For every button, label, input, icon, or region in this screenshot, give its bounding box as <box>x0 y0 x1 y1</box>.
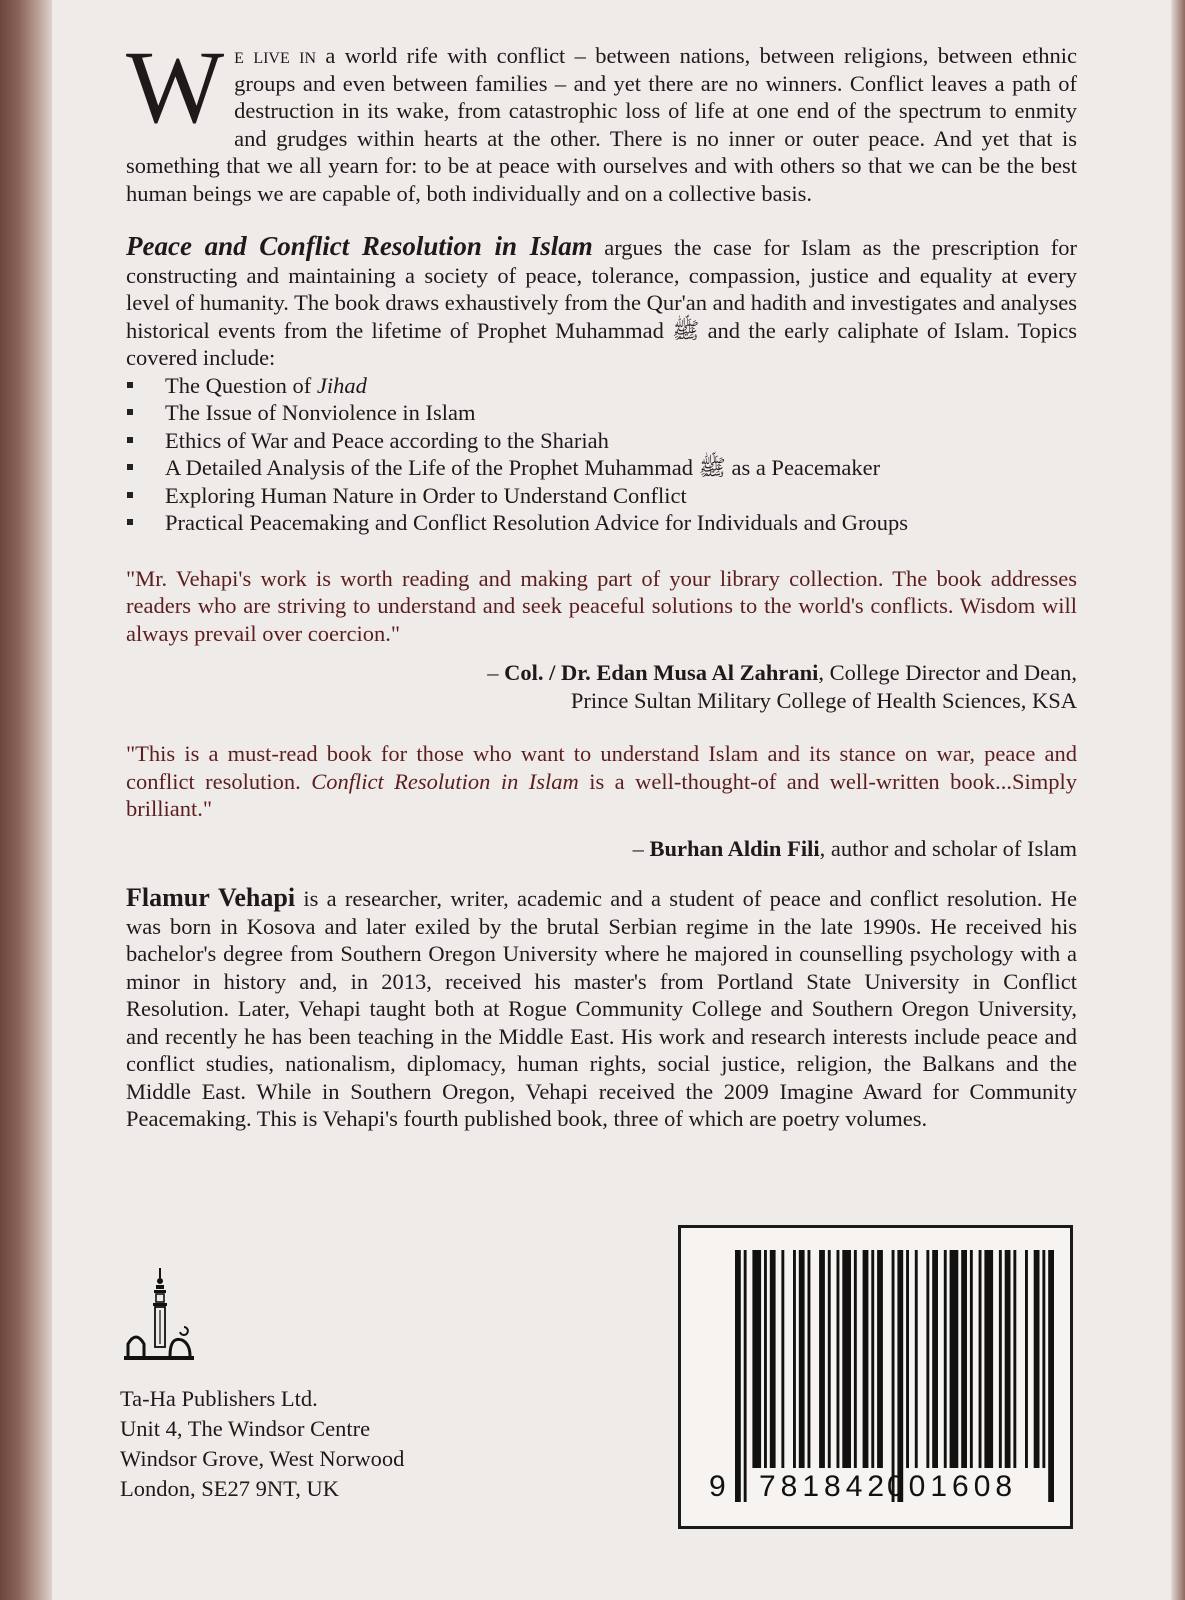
list-item: The Issue of Nonviolence in Islam <box>126 399 1077 427</box>
list-item: The Question of Jihad <box>126 372 1077 400</box>
barcode-bar <box>808 1250 811 1468</box>
barcode-bar <box>735 1250 741 1502</box>
barcode-bar <box>819 1250 825 1468</box>
page-right-edge <box>1171 0 1185 1600</box>
endorsement-quote-2: "This is a must-read book for those who want to understand Islam and its stance on war, peace and conflict resolution. Conflict Resolution in Islam is a well-thought-of and well-written book...Simply brilliant." <box>126 741 1077 821</box>
barcode-bar <box>1005 1250 1011 1468</box>
drop-cap: W <box>126 42 225 145</box>
barcode-bar <box>915 1250 918 1468</box>
barcode-bar <box>744 1250 747 1502</box>
list-item: A Detailed Analysis of the Life of the Prophet Muhammad ﷺ as a Peacemaker <box>126 454 1077 482</box>
back-cover-text <box>126 42 1077 1133</box>
endorsement-attribution-1: – Col. / Dr. Edan Musa Al Zahrani, College Director and Dean, Prince Sultan Military College of Health Sciences, KSA <box>487 660 1077 713</box>
barcode-bar <box>926 1250 929 1468</box>
barcode-bar <box>764 1250 767 1468</box>
barcode-bar <box>793 1250 796 1468</box>
bullet-icon <box>127 382 133 388</box>
list-item: Ethics of War and Peace according to the Shariah <box>126 427 1077 455</box>
barcode-bar <box>842 1250 851 1468</box>
bullet-icon <box>127 492 133 498</box>
barcode-bar <box>892 1250 895 1502</box>
barcode-bar <box>906 1250 909 1468</box>
summary-text: argues the case for Islam as the prescription for constructing and maintaining a society of peace, tolerance, compassion, justice and equality at every level of humanity. The book draws exhaustively from the Qur'an and hadith and investigates and analyses historical events from the lifetime of Prophet Muhammad ﷺ and the early caliphate of Islam. Topics covered include: <box>126 235 1078 370</box>
barcode-bar <box>999 1250 1002 1468</box>
barcode-bar <box>1048 1250 1054 1502</box>
barcode-bar <box>770 1250 776 1468</box>
barcode-bar <box>932 1250 938 1468</box>
barcode-icon <box>681 1228 1070 1526</box>
barcode-bar <box>970 1250 973 1468</box>
barcode-bar <box>1025 1250 1028 1468</box>
barcode-bar <box>863 1250 869 1468</box>
bullet-icon <box>127 519 133 525</box>
barcode-bar <box>837 1250 840 1468</box>
endorser-name: Burhan Aldin Fili <box>649 835 820 861</box>
list-item: Exploring Human Nature in Order to Understand Conflict <box>126 482 1077 510</box>
endorsement-quote-1: "Mr. Vehapi's work is worth reading and making part of your library collection. The book addresses readers who are striving to understand and seek peaceful solutions to the world's conflicts. Wisdom will always prevail over coercion." <box>126 565 1077 646</box>
isbn-barcode <box>678 1225 1073 1529</box>
bullet-icon <box>127 409 133 415</box>
bio-text: is a researcher, writer, academic and a student of peace and conflict resolution. He was born in Kosova and later exiled by the brutal Serbian regime in the late 1990s. He received his bachelor's degree from Southern Oregon University where he majored in counselling psychology with a minor in history and, in 2013, received his master's from Portland State University in Conflict Resolution. Later, Vehapi taught both at Rogue Community College and Southern Oregon University, and recently he has been teaching in the Middle East. His work and research interests include peace and conflict studies, nationalism, diplomacy, human rights, social justice, religion, the Balkans and the Middle East. While in Southern Oregon, Vehapi received the 2009 Imagine Award for Community Peacemaking. This is Vehapi's fourth published book, three of which are poetry volumes. <box>126 886 1077 1131</box>
mosque-minaret-logo-icon <box>120 1266 196 1366</box>
list-item: Practical Peacemaking and Conflict Resolution Advice for Individuals and Groups <box>126 509 1077 537</box>
book-spine-shadow <box>0 0 52 1600</box>
barcode-bar <box>979 1250 982 1468</box>
publisher-address: Ta-Ha Publishers Ltd. Unit 4, The Windsor Centre Windsor Grove, West Norwood London, SE27 9NT, UK <box>120 1386 405 1501</box>
bullet-icon <box>127 437 133 443</box>
barcode-bar <box>961 1250 967 1468</box>
endorser-name: Col. / Dr. Edan Musa Al Zahrani <box>504 660 819 685</box>
barcode-bar <box>1034 1250 1040 1468</box>
barcode-bar <box>1013 1250 1016 1468</box>
barcode-bar <box>828 1250 831 1468</box>
barcode-bar <box>871 1250 874 1468</box>
barcode-digit-lead: 9 <box>709 1470 726 1503</box>
book-title: Peace and Conflict Resolution in Islam <box>126 231 593 261</box>
barcode-bar <box>781 1250 784 1468</box>
barcode-bar <box>1042 1250 1045 1468</box>
intro-lead: e live in <box>234 43 317 68</box>
topics-list <box>126 372 1077 537</box>
author-name: Flamur Vehapi <box>126 883 296 912</box>
author-bio <box>126 884 1077 1133</box>
barcode-digits-left: 781842 <box>759 1470 890 1503</box>
intro-paragraph <box>126 42 1077 207</box>
barcode-bar <box>984 1250 993 1468</box>
summary-paragraph <box>126 233 1077 372</box>
endorsement-attribution-2: – Burhan Aldin Fili, author and scholar of Islam <box>632 835 1077 861</box>
bullet-icon <box>127 464 133 470</box>
intro-text: a world rife with conflict – between nations, between religions, between ethnic groups and even between families – and yet there are no winners. Conflict leaves a path of destruction in its wake, from catastrophic loss of life at one end of the spectrum to enmity and grudges within hearts at the other. There is no inner or outer peace. And yet that is something that we all yearn for: to be at peace with ourselves and with others so that we can be the best human beings we are capable of, both individually and on a collective basis. <box>126 43 1077 206</box>
barcode-bar <box>944 1250 947 1468</box>
barcode-bar <box>854 1250 857 1468</box>
endorser-organization: Prince Sultan Military College of Health Sciences, KSA <box>570 687 1077 713</box>
barcode-bar <box>752 1250 761 1468</box>
barcode-bar <box>897 1250 903 1502</box>
barcode-bar <box>877 1250 883 1468</box>
barcode-bar <box>799 1250 805 1468</box>
book-summary <box>126 233 1077 537</box>
barcode-digits-right: 001608 <box>887 1470 1018 1503</box>
barcode-bar <box>950 1250 959 1468</box>
